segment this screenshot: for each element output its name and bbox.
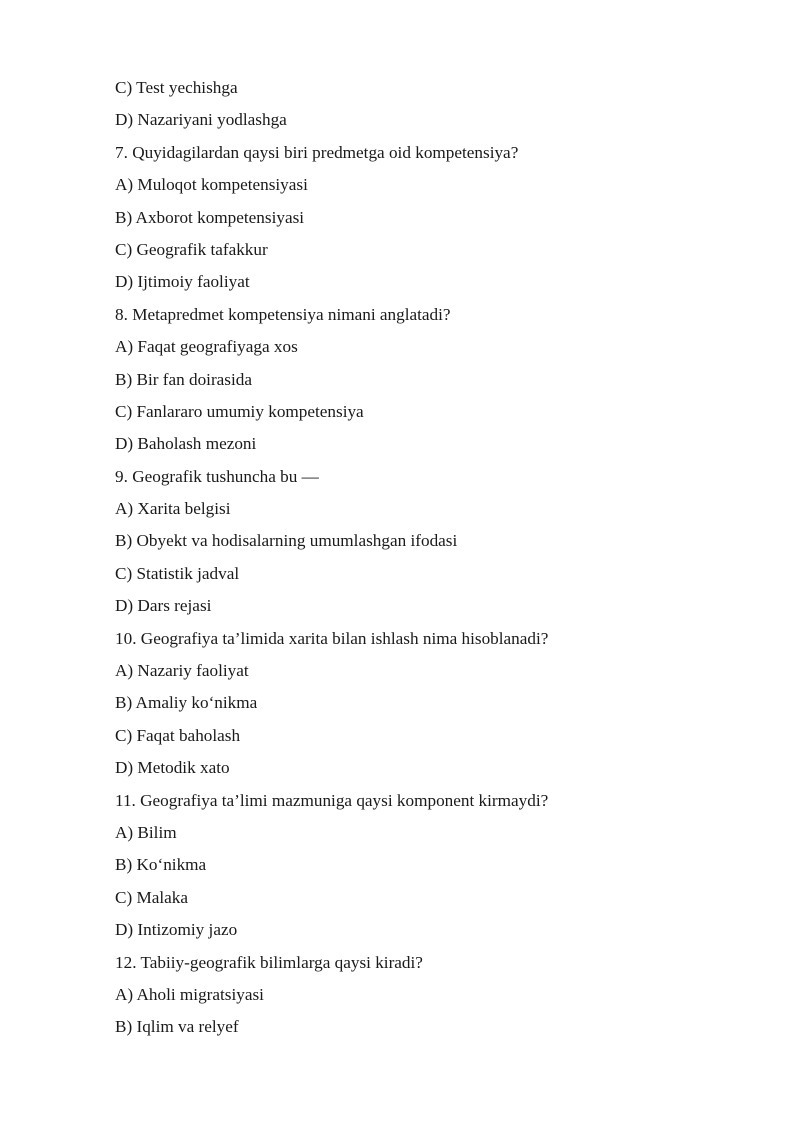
answer-option: C) Fanlararo umumiy kompetensiya	[115, 401, 364, 421]
answer-option: A) Bilim	[115, 822, 177, 842]
answer-option: D) Metodik xato	[115, 758, 230, 778]
answer-option: A) Xarita belgisi	[115, 499, 231, 519]
answer-option: A) Faqat geografiyaga xos	[115, 337, 298, 357]
answer-option: D) Ijtimoiy faoliyat	[115, 272, 250, 292]
answer-option: D) Baholash mezoni	[115, 434, 257, 454]
question-8: 8. Metapredmet kompetensiya nimani anglatadi?	[115, 304, 451, 324]
question-9: 9. Geografik tushuncha bu —	[115, 466, 319, 486]
answer-option: A) Nazariy faoliyat	[115, 661, 249, 681]
answer-option: A) Muloqot kompetensiyasi	[115, 175, 308, 195]
answer-option: B) Obyekt va hodisalarning umumlashgan ifodasi	[115, 531, 458, 551]
answer-option: B) Axborot kompetensiyasi	[115, 207, 305, 227]
question-12: 12. Tabiiy-geografik bilimlarga qaysi kiradi?	[115, 952, 423, 972]
answer-option: B) Bir fan doirasida	[115, 369, 252, 389]
answer-option: B) Ko‘nikma	[115, 855, 207, 875]
question-7: 7. Quyidagilardan qaysi biri predmetga oid kompetensiya?	[115, 142, 519, 162]
question-10: 10. Geografiya ta’limida xarita bilan ishlash nima hisoblanadi?	[115, 628, 549, 648]
answer-option: C) Geografik tafakkur	[115, 239, 268, 259]
question-11: 11. Geografiya ta’limi mazmuniga qaysi komponent kirmaydi?	[115, 790, 549, 810]
answer-option: C) Statistik jadval	[115, 563, 240, 583]
answer-option: B) Iqlim va relyef	[115, 1017, 239, 1037]
answer-option: A) Aholi migratsiyasi	[115, 984, 264, 1004]
question-list	[115, 72, 755, 1044]
answer-option: D) Dars rejasi	[115, 596, 212, 616]
answer-option: C) Test yechishga	[115, 78, 238, 97]
answer-option: D) Nazariyani yodlashga	[115, 110, 287, 130]
answer-option: B) Amaliy ko‘nikma	[115, 693, 258, 713]
answer-option: C) Malaka	[115, 887, 189, 907]
answer-option: D) Intizomiy jazo	[115, 920, 238, 940]
answer-option: C) Faqat baholash	[115, 725, 241, 745]
